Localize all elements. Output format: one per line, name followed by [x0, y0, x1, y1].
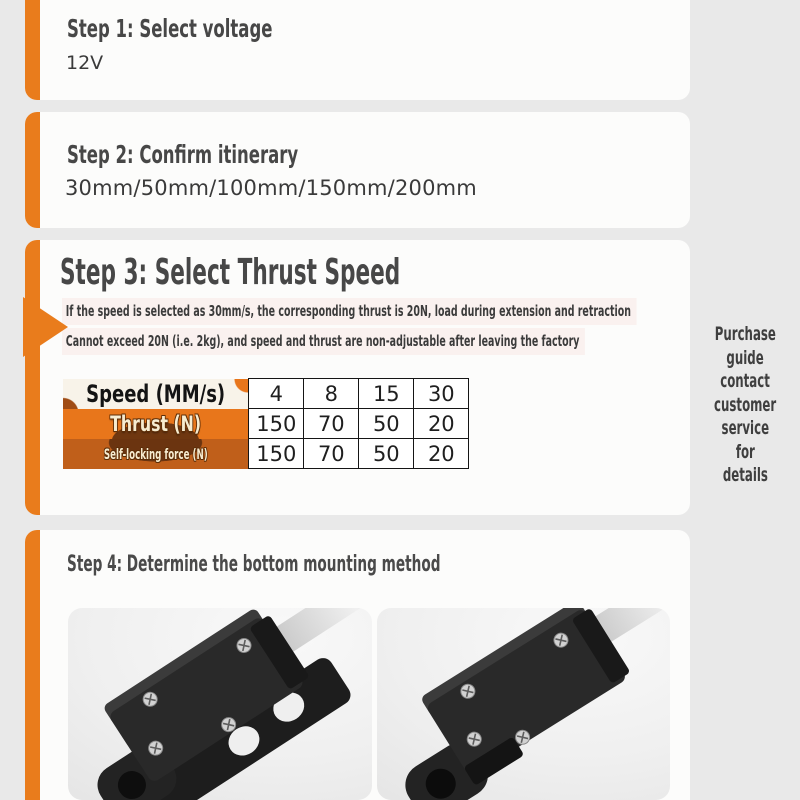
thrust-cell: 20: [414, 409, 469, 439]
side-note-line: contact: [720, 370, 770, 392]
step2-value: 30mm/50mm/100mm/150mm/200mm: [65, 176, 477, 200]
row-header-thrust: Thrust (N): [63, 409, 249, 439]
selflock-cell: 20: [414, 439, 469, 469]
selflock-cell: 50: [359, 439, 414, 469]
speed-cell: 4: [249, 379, 304, 409]
step3-title: Step 3: Select Thrust Speed: [60, 252, 401, 293]
side-note-line: details: [722, 464, 768, 486]
side-note-line: customer: [713, 393, 777, 416]
step2-title: Step 2: Confirm itinerary: [67, 140, 299, 169]
actuator-with-lug-illustration: [377, 608, 670, 800]
product-image-lug-mount: [377, 608, 670, 800]
thrust-cell: 70: [304, 409, 359, 439]
step4-title: Step 4: Determine the bottom mounting method: [67, 552, 441, 577]
thrust-speed-table: [63, 378, 469, 469]
step3-note-2: Cannot exceed 20N (i.e. 2kg), and speed and thrust are non-adjustable after leaving the factory: [62, 328, 800, 355]
selflock-cell: 150: [249, 439, 304, 469]
thrust-cell: 50: [359, 409, 414, 439]
step3-card: [25, 240, 690, 515]
side-note-line: guide: [726, 346, 764, 369]
speed-cell: 30: [414, 379, 469, 409]
side-note-line: Purchase: [714, 323, 776, 345]
table-row-thrust: [63, 409, 469, 439]
step3-accent-bar: [25, 240, 40, 515]
table-row-selflock: [63, 439, 469, 469]
step2-card: [25, 112, 690, 228]
step4-accent-bar: [25, 530, 40, 800]
step1-card: [25, 0, 690, 100]
step2-accent-bar: [25, 112, 40, 228]
speed-cell: 15: [359, 379, 414, 409]
speed-cell: 8: [304, 379, 359, 409]
side-note-line: for: [735, 440, 755, 463]
product-image-bracket-mount: [68, 608, 372, 800]
row-header-selflock: Self-locking force (N): [63, 439, 249, 469]
table-row-speed: [63, 379, 469, 409]
step3-note-1: If the speed is selected as 30mm/s, the corresponding thrust is 20N, load during extension and retraction: [62, 298, 800, 325]
purchase-guide-note: [688, 323, 800, 488]
row-header-speed: Speed (MM/s): [63, 379, 249, 409]
step1-title: Step 1: Select voltage: [67, 14, 273, 43]
step1-value: 12V: [66, 52, 104, 74]
thrust-cell: 150: [249, 409, 304, 439]
selflock-cell: 70: [304, 439, 359, 469]
step4-card: [25, 530, 690, 800]
actuator-with-bracket-illustration: [68, 608, 372, 800]
side-note-line: service: [721, 417, 769, 439]
step1-accent-bar: [25, 0, 40, 100]
